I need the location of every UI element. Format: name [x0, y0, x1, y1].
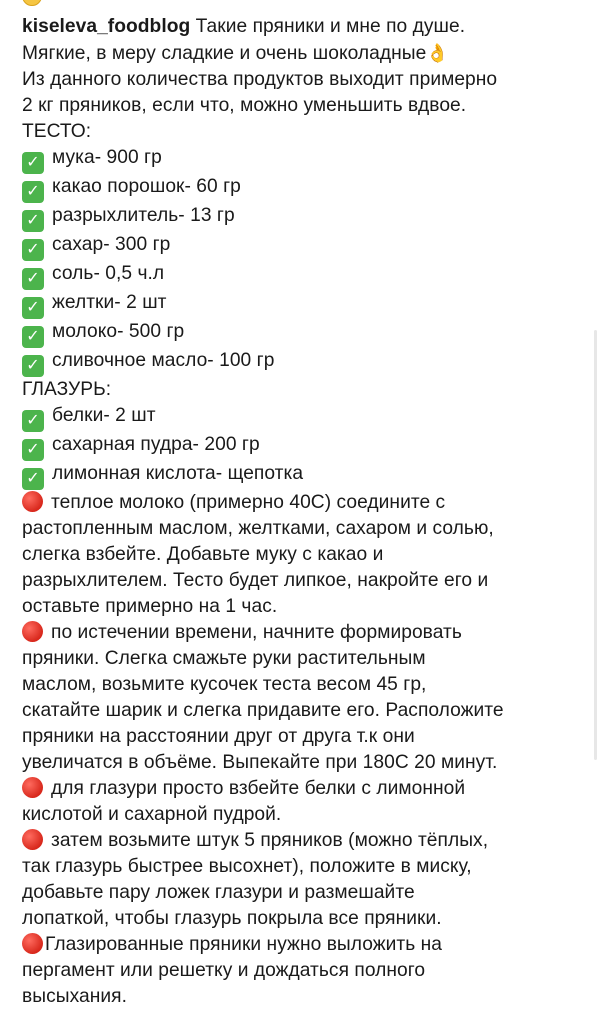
step-line	[22, 932, 582, 958]
step-line	[22, 958, 582, 984]
recipe-steps	[22, 490, 582, 1010]
step-line	[22, 568, 582, 594]
step-line	[22, 490, 582, 516]
step-text: увеличатся в объёме. Выпекайте при 180С 20 минут.	[22, 752, 498, 773]
check-mark-icon: ✓	[22, 326, 44, 348]
check-mark-icon: ✓	[22, 468, 44, 490]
check-mark-icon: ✓	[22, 355, 44, 377]
step-line	[22, 672, 582, 698]
step-line	[22, 646, 582, 672]
step-text: добавьте пару ложек глазури и размешайте	[22, 882, 415, 903]
caption-line	[22, 40, 582, 67]
ingredient-item	[22, 261, 582, 290]
step-line	[22, 620, 582, 646]
check-mark-icon: ✓	[22, 239, 44, 261]
ingredient-item	[22, 290, 582, 319]
ingredient-text: сахарная пудра- 200 гр	[52, 434, 260, 455]
step-line	[22, 854, 582, 880]
username-link[interactable]: kiseleva_foodblog	[22, 16, 191, 37]
step-text: кислотой и сахарной пудрой.	[22, 804, 282, 825]
check-mark-icon: ✓	[22, 152, 44, 174]
check-mark-icon: ✓	[22, 210, 44, 232]
step-text: пергамент или решетку и дождаться полного	[22, 960, 426, 981]
scrollbar[interactable]	[594, 330, 597, 760]
ingredient-text: сливочное масло- 100 гр	[52, 350, 275, 371]
step-line	[22, 724, 582, 750]
ingredient-text: какао порошок- 60 гр	[52, 176, 241, 197]
ingredient-text: сахар- 300 гр	[52, 234, 171, 255]
caption-line: 2 кг пряников, если что, можно уменьшить вдвое.	[22, 95, 467, 116]
red-circle-icon	[22, 829, 43, 850]
ingredient-item	[22, 319, 582, 348]
ingredient-item	[22, 203, 582, 232]
ingredient-text: лимонная кислота- щепотка	[52, 463, 304, 484]
step-text: по истечении времени, начните формировать	[51, 622, 462, 643]
step-line	[22, 750, 582, 776]
caption-line: Из данного количества продуктов выходит примерно	[22, 69, 498, 90]
ingredient-item	[22, 348, 582, 377]
check-mark-icon: ✓	[22, 181, 44, 203]
step-text: затем возьмите штук 5 пряников (можно тёплых,	[51, 830, 489, 851]
ingredient-item	[22, 174, 582, 203]
ingredient-text: желтки- 2 шт	[52, 292, 167, 313]
step-line	[22, 698, 582, 724]
ingredient-item	[22, 432, 582, 461]
red-circle-icon	[22, 491, 43, 512]
caption-first-line	[22, 14, 582, 40]
caption-text: Такие пряники и мне по душе.	[190, 16, 466, 37]
ingredient-text: разрыхлитель- 13 гр	[52, 205, 235, 226]
ingredient-item	[22, 232, 582, 261]
ingredient-text: молоко- 500 гр	[52, 321, 185, 342]
step-text: растопленным маслом, желтками, сахаром и солью,	[22, 518, 494, 539]
step-line	[22, 880, 582, 906]
ok-hand-icon: 👌	[426, 43, 449, 63]
step-text: так глазурь быстрее высохнет), положите в миску,	[22, 856, 472, 877]
red-circle-icon	[22, 621, 43, 642]
step-line	[22, 776, 582, 802]
step-text: пряники. Слегка смажьте руки растительным	[22, 648, 426, 669]
ingredient-text: соль- 0,5 ч.л	[52, 263, 165, 284]
step-text: пряники на расстоянии друг от друга т.к они	[22, 726, 415, 747]
step-text: скатайте шарик и слегка придавите его. Расположите	[22, 700, 504, 721]
step-line	[22, 594, 582, 620]
caption-text: Мягкие, в меру сладкие и очень шоколадные	[22, 43, 427, 64]
step-line	[22, 828, 582, 854]
ingredient-text: белки- 2 шт	[52, 405, 156, 426]
ingredient-text: мука- 900 гр	[52, 147, 162, 168]
step-line	[22, 984, 582, 1010]
ingredient-item	[22, 461, 582, 490]
glaze-ingredient-list	[22, 403, 582, 490]
step-text: теплое молоко (примерно 40С) соедините с	[51, 492, 446, 513]
ingredient-item	[22, 403, 582, 432]
red-circle-icon	[22, 777, 43, 798]
step-text: слегка взбейте. Добавьте муку с какао и	[22, 544, 384, 565]
red-circle-icon	[22, 933, 43, 954]
check-mark-icon: ✓	[22, 297, 44, 319]
previous-comment-cutoff	[22, 0, 362, 6]
step-line	[22, 516, 582, 542]
step-text: маслом, возьмите кусочек теста весом 45 гр,	[22, 674, 427, 695]
check-mark-icon: ✓	[22, 410, 44, 432]
dough-ingredient-list	[22, 145, 582, 377]
step-line	[22, 542, 582, 568]
glaze-heading: ГЛАЗУРЬ:	[22, 379, 112, 400]
check-mark-icon: ✓	[22, 439, 44, 461]
step-text: оставьте примерно на 1 час.	[22, 596, 278, 617]
step-text: для глазури просто взбейте белки с лимонной	[51, 778, 466, 799]
step-line	[22, 906, 582, 932]
step-line	[22, 802, 582, 828]
check-mark-icon: ✓	[22, 268, 44, 290]
ingredient-item	[22, 145, 582, 174]
post-caption	[22, 14, 582, 1010]
smile-emoji-icon	[22, 0, 42, 6]
step-text: разрыхлителем. Тесто будет липкое, накройте его и	[22, 570, 489, 591]
dough-heading: ТЕСТО:	[22, 121, 92, 142]
step-text: Глазированные пряники нужно выложить на	[45, 934, 443, 955]
step-text: лопаткой, чтобы глазурь покрыла все пряники.	[22, 908, 442, 929]
step-text: высыхания.	[22, 986, 127, 1007]
